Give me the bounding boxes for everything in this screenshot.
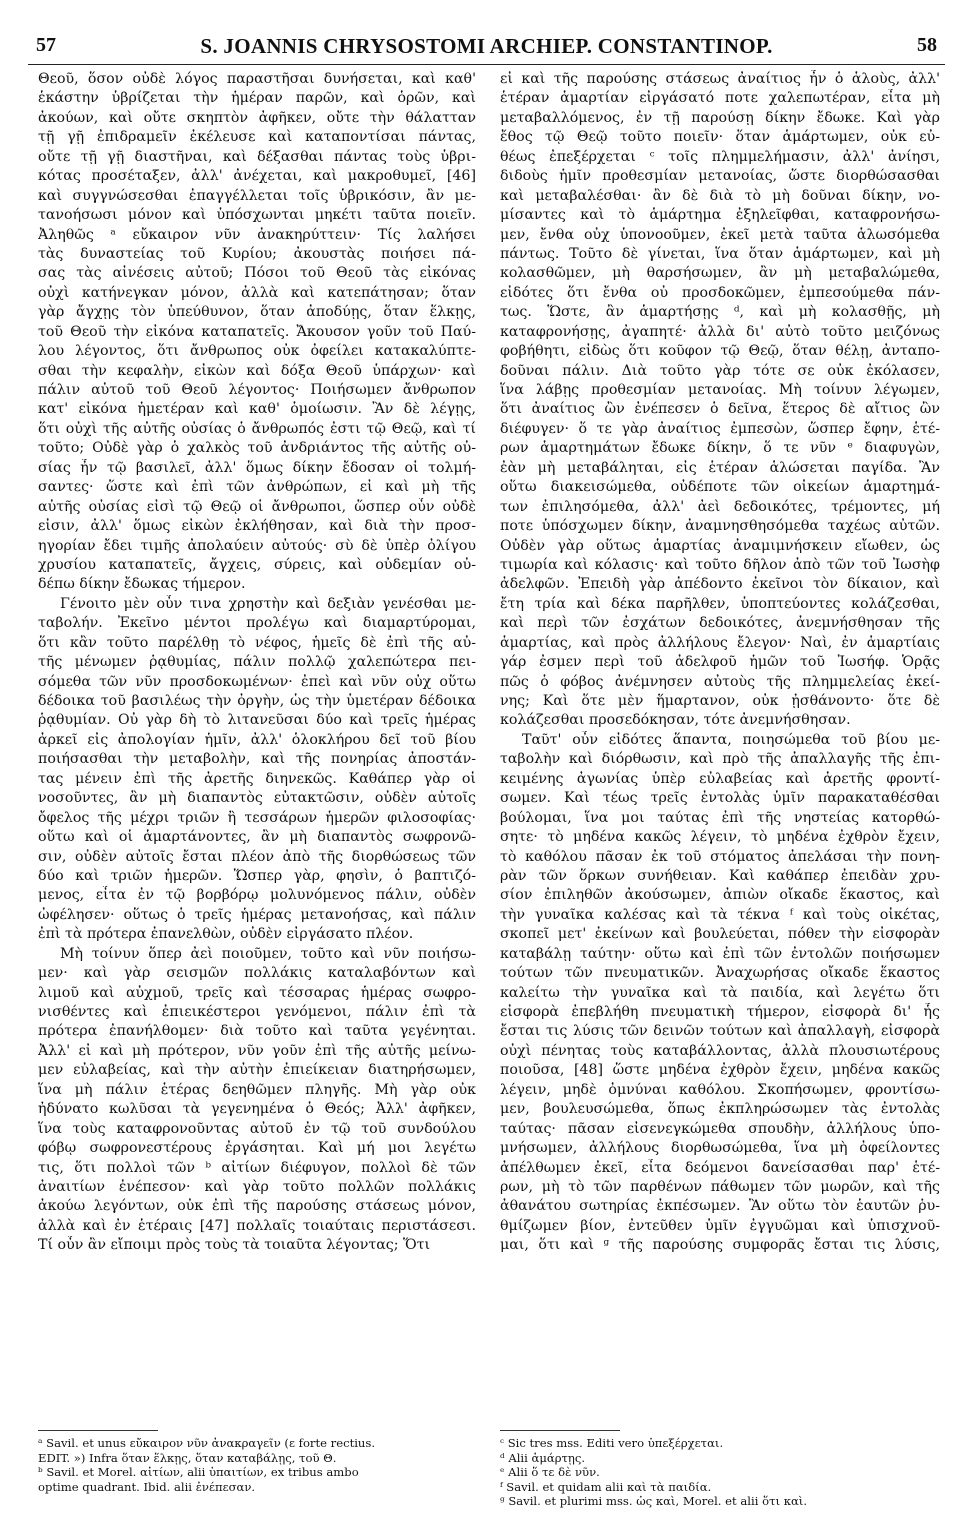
text-line: ἐπὶ τὰ πρότερα ἐπανελθὼν, οὐδὲν εἰργάσατο πλέον. (38, 926, 414, 943)
text-line: τῇ γῇ ἐπιδραμεῖν ἐκέλευσε καὶ καταποντίσαι πάντας, (38, 129, 476, 146)
text-line: Γένοιτο μὲν οὖν τινα χρηστὴν καὶ δεξιὰν γενέσθαι με- (60, 595, 476, 612)
text-line: σας τὰς αἰνέσεις αὐτοῦ; Πόσοι τοῦ Θεοῦ τὰς εἰκόνας (38, 265, 476, 282)
text-line: δέπω δίκην ἔδωκας τήμερον. (38, 576, 246, 593)
text-line: σίον ἐπιληθῶν ἀκούσωμεν, ἀπιὼν οἴκαδε ἕκαστος, καὶ (500, 887, 940, 904)
text-line: θμίζωμεν βίον, ἐντεῦθεν ὑμῖν ἐγγυῶμαι καὶ ὑπισχνοῦ- (500, 1217, 940, 1234)
text-line: μνήσωμεν, ἀλλήλους διορθωσώμεθα, ἵνα μὴ ὀφείλοντες (500, 1140, 940, 1157)
text-line: ἀδελφῶν. Ἐπειδὴ γὰρ ἀπέδοντο ἐκεῖνοι τὸν δίκαιον, καὶ (500, 576, 940, 593)
text-line: πῶς ὁ φόβος ἀνέμνησεν αὐτοὺς τῆς πλημμελείας ἐκεί- (500, 673, 940, 690)
text-line: οὕτω διακεισώμεθα, οὐδέποτε τῶν οἰκείων ἁμαρτημά- (500, 479, 940, 496)
text-line: μεν· καὶ γὰρ σεισμῶν πολλάκις καταλαβόντων καὶ (38, 965, 476, 982)
header-rule (28, 64, 945, 65)
text-line: νοσοῦντες, ἂν μὴ διαπαντὸς εὐτακτῶσιν, οὐδὲν αὐτοῖς (38, 790, 476, 807)
text-line: φοβήθητι, εἰδὼς ὅτι κοῦφον τῷ Θεῷ, ὅταν θέλῃ, ἀνταπο- (500, 343, 940, 360)
text-line: σκοπεῖ μετ' ἐκείνων καὶ βουλεύεται, πόθεν τὴν εἰσφορὰν (500, 926, 940, 943)
text-line: ἠδύνατο κωλῦσαι τὰ γεγενημένα ὁ Θεός; Ἀλλ' ἀφῆκεν, (38, 1101, 476, 1118)
text-line: νης; Καὶ ὅτε μὲν ἥμαρτανον, οὐκ ᾐσθάνοντο· ὅτε δὲ (500, 693, 940, 709)
text-line: οὔτε τῇ γῇ διαστῆναι, καὶ δέξασθαι πάντας τοὺς ὑβρι- (38, 148, 476, 165)
text-line: καταφρονήσῃς, ἀγαπητέ· ἀλλὰ δι' αὐτὸ τοῦτο μειζόνως (500, 323, 940, 340)
page-header (28, 34, 945, 60)
page-number-right: 58 (917, 34, 937, 56)
text-line: ἵνα τοὺς καταφρονοῦντας αὐτοῦ ἐν τῷ τοῦ συνδούλου (38, 1120, 476, 1137)
text-line: Μὴ τοίνυν ὅπερ ἀεὶ ποιοῦμεν, τοῦτο καὶ νῦν ποιήσω- (60, 945, 476, 962)
footnote-line: ᵃ Savil. et unus εὔκαιρον νῦν ἀνακραγεῖν (ε forte rectius. (38, 1436, 376, 1450)
left-footnote-rule (38, 1430, 158, 1431)
text-line: λου λέγοντος, ὅτι ἄνθρωπος οὐκ ὀφείλει κατακαλύπτε- (38, 343, 476, 360)
text-line: μεταβαλλόμενος, ἐν τῇ παρούσῃ δίκην ἔδωκε. Καὶ γὰρ (500, 109, 940, 126)
footnote-line: ᵉ Alii ὅ τε δὲ νῦν. (500, 1465, 600, 1480)
text-line: ἀκούων, καὶ οὔτε σκηπτὸν ἀφῆκεν, οὔτε τὴν θάλατταν (38, 109, 476, 126)
text-line: ἀλλὰ καὶ ἐν ἑτέραις [47] πολλαῖς τοιαύταις περιστάσεσι. (38, 1217, 476, 1234)
text-line: ὠφέλησεν· οὕτως ὁ τρεῖς ἡμέρας μετανοήσας, καὶ πάλιν (38, 906, 476, 923)
text-line: ἑκάστην ὑβρίζεται τὴν ἡμέραν παρῶν, καὶ ὁρῶν, καὶ (38, 90, 476, 107)
text-line: φόβῳ σωφρονεστέρους ἐργάσηται. Καὶ μή μοι λεγέτω (38, 1140, 476, 1157)
text-line: εἰδότες ὅτι ἔνθα οὐ προσδοκῶμεν, ἐμπεσούμεθα πάν- (500, 284, 940, 301)
text-line: ποτε ὑπόσχωμεν δίκην, ἀναμνησθησόμεθα ταχέως αὐτῶν. (500, 518, 940, 535)
text-line: Οὐδὲν γὰρ οὕτως ἁμαρτίας ἀναμιμνήσκειν εἴωθεν, ὡς (500, 537, 940, 554)
text-line: μεν, ἔνθα οὐχ ὑπονοοῦμεν, ἐκεῖ μετὰ ταῦτα ἁλωσόμεθα (500, 226, 940, 243)
text-line: ταβολὴν καὶ διόρθωσιν, καὶ πρὸ τῆς ἀπαλλαγῆς τῆς ἐπι- (500, 751, 940, 768)
text-line: τὸ καθόλου πᾶσαν ἐκ τοῦ στόματος ἀπελάσαι τὴν πονη- (500, 848, 940, 865)
text-line: νισθέντες καὶ ἐπιεικέστεροι γενόμενοι, πάλιν ἐπὶ τὰ (38, 1004, 476, 1020)
footnote-line: EDIT. ») Infra ὅταν ἕλκῃς, ὅταν καταβάλῃς, τοῦ Θ. (38, 1450, 337, 1465)
text-line: ἀθανάτου σωτηρίας ἐκπέσωμεν. Ἂν οὕτω τὸν ἑαυτῶν ῥυ- (500, 1198, 940, 1215)
text-line: Ἀλλ' εἰ καὶ μὴ πρότερον, νῦν γοῦν ἐπὶ τῆς αὐτῆς μείνω- (38, 1042, 476, 1059)
text-line: ὅτι ἀναίτιος ὢν ἐνέπεσεν ὁ δεῖνα, ἕτερος δὲ αἴτιος ὢν (500, 401, 940, 418)
text-line: λιμοῦ καὶ αὐχμοῦ, τρεῖς καὶ τέσσαρας ἡμέρας σωφρο- (38, 984, 476, 1001)
text-line: ἔτη τρία καὶ δέκα παρῆλθεν, ὑποπτεύοντες κολάζεσθαι, (500, 595, 940, 612)
text-line: πάντως. Τοῦτο δὲ γίνεται, ἵνα ὅταν ἁμάρτωμεν, καὶ μὴ (500, 245, 940, 262)
text-line: καλείτω τὴν γυναῖκα καὶ τὰ παιδία, καὶ λεγέτω ὅτι (500, 984, 940, 1001)
text-line: τῆς μένωμεν ῥᾳθυμίας, πάλιν πολλῷ χαλεπώτερα πει- (38, 654, 476, 671)
text-line: θέως ἐπεξέρχεται ᶜ τοῖς πλημμελήμασιν, ἀλλ' ἀνίησι, (500, 148, 940, 165)
text-line: ρων, μὴ τὸ τῶν παρθένων πάθωμεν τῶν μωρῶν, καὶ τῆς (500, 1178, 940, 1195)
text-line: κατ' εἰκόνα ἡμετέραν καὶ καθ' ὁμοίωσιν. Ἂν δὲ λέγῃς, (38, 401, 476, 418)
text-line: μίσαντες καὶ τὸ ἁμάρτημα ἐξηλεῖφθαι, καταφρονήσω- (500, 207, 940, 224)
text-line: Θεοῦ, ὅσον οὐδὲ λόγος παραστῆσαι δυνήσεται, καὶ καθ' (38, 71, 476, 87)
text-line: πρότερα ἐπανήλθομεν· διὰ τοῦτο καὶ ταῦτα γεγένηται. (38, 1023, 476, 1040)
text-line: σιν, οὐδὲν αὐτοῖς ἔσται πλέον ἀπὸ τῆς διορθώσεως τῶν (38, 848, 476, 865)
text-line: ποιήσασθαι τὴν μεταβολὴν, καὶ τῆς πονηρίας ἀποστάν- (38, 751, 476, 768)
text-line: ἀπέλθωμεν ἐκεῖ, εἶτα δεόμενοι δανείσασθαι παρ' ἑτέ- (500, 1159, 940, 1176)
text-line: εἰ καὶ τῆς παρούσης στάσεως ἀναίτιος ἦν ὁ ἁλοὺς, ἀλλ' (500, 71, 940, 87)
text-line: ὅτι οὐχὶ τῆς αὐτῆς οὐσίας ὁ ἄνθρωπός ἐστι τῷ Θεῷ, καὶ τί (38, 420, 476, 437)
page-number-left: 57 (36, 34, 56, 56)
text-line: ηγορίαν ἔδει τιμῆς ἀπολαύειν αὐτούς· σὺ δὲ ὑπὲρ ὀλίγου (38, 537, 476, 554)
text-line: ἔθος τῷ Θεῷ τοῦτο ποιεῖν· ὅταν ἁμάρτωμεν, οὐκ εὐ- (500, 129, 940, 146)
text-line: κολάζεσθαι προσεδόκησαν, τότε ἀνεμνήσθησαν. (500, 712, 851, 729)
text-line: ἵνα μὴ πάλιν ἑτέρας δεηθῶμεν πληγῆς. Μὴ γὰρ οὐκ (38, 1081, 476, 1098)
text-line: πάλιν αὐτοῦ τοῦ Θεοῦ λέγοντος· Ποιήσωμεν ἄνθρωπον (38, 382, 476, 398)
text-line: κότας προσέταξεν, ἀλλ' ἀνέχεται, καὶ μακροθυμεῖ, [46] (38, 168, 476, 185)
text-line: ἑτέραν ἁμαρτίαν εἰργάσατό ποτε χαλεπωτέραν, εἶτα μὴ (500, 90, 940, 107)
text-line: ἵνα λάβῃς προθεσμίαν μετανοίας. Μὴ τοίνυν λέγωμεν, (500, 382, 940, 398)
left-footnotes (38, 1436, 476, 1494)
text-line: κολασθῶμεν, μὴ θαρσήσωμεν, ἂν μὴ μεταβαλώμεθα, (500, 265, 940, 282)
text-line: τὴν γυναῖκα καλέσας καὶ τὰ τέκνα ᶠ καὶ τοὺς οἰκέτας, (500, 906, 940, 923)
text-line: ἁμαρτίας, καὶ πρὸς ἀλλήλους ἔλεγον· Ναὶ, ἐν ἁμαρτίαις (500, 634, 940, 651)
text-line: οὕτω καὶ οἱ ἁμαρτάνοντες, ἂν μὴ διαπαντὸς σωφρονῶ- (38, 829, 476, 846)
right-text-column (500, 70, 940, 1450)
text-line: σθαι τὴν κεφαλὴν, εἰκὼν καὶ δόξα Θεοῦ ὑπάρχων· καὶ (38, 362, 476, 379)
text-line: αὐτῆς οὐσίας εἰσὶ τῷ Θεῷ οἱ ἄνθρωποι, ὥσπερ οὖν οὐδὲ (38, 498, 476, 515)
footnote-line: optime quadrant. Ibid. alii ἐνέπεσαν. (38, 1479, 256, 1494)
text-line: ταύτας· πᾶσαν εἰσενεγκώμεθα σπουδὴν, ἀλλήλους ὑπο- (500, 1120, 940, 1137)
left-text-column (38, 70, 476, 1450)
text-line: οὐχὶ κατήνεγκαν μόνον, ἀλλὰ καὶ κατεπάτησαν; ὅταν (38, 284, 476, 301)
text-line: ρων ἁμαρτημάτων ἔδωκε δίκην, ὅ τε νῦν ᵉ διαφυγὼν, (500, 440, 940, 457)
text-line: οὐχὶ πένητας τοὺς καταβάλλοντας, ἀλλὰ πλουσιωτέρους (500, 1042, 940, 1059)
text-line: τις, ὅτι πολλοὶ τῶν ᵇ αἰτίων διέφυγον, πολλοὶ δὲ τῶν (38, 1159, 476, 1176)
text-line: ἀναιτίων ἐνέπεσον· καὶ γὰρ τοῦτο πολλῶν πολλάκις (38, 1178, 476, 1195)
text-line: λέγειν, μηδὲ ὀμνύναι καθόλου. Σκοπήσωμεν, φροντίσω- (500, 1081, 940, 1098)
text-line: διέφυγεν· ὅ τε γὰρ ἀναίτιος ἐμπεσὼν, ὥσπερ ἔφην, ἑτέ- (500, 420, 940, 437)
text-line: μαι, ὅτι καὶ ᵍ τῆς παρούσης συμφορᾶς ἔσται τις λύσις, (500, 1237, 940, 1254)
text-line: τούτων τῶν πνευματικῶν. Ἀναχωρήσας οἴκαδε ἕκαστος (500, 965, 940, 982)
text-line: καὶ περὶ τῶν ἐσχάτων δεδοικότες, ἀνεμνήσθησαν τῆς (500, 615, 940, 632)
text-line: δύο καὶ τριῶν ἡμερῶν. Ὥσπερ γὰρ, φησὶν, ὁ βαπτιζό- (38, 867, 476, 884)
text-line: τοῦτο; Οὐδὲ γὰρ ὁ χαλκὸς τοῦ ἀνδριάντος τῆς αὐτῆς οὐ- (38, 440, 476, 457)
text-line: Τί οὖν ἂν εἴποιμι πρὸς τοὺς τὰ τοιαῦτα λέγοντας; Ὅτι (38, 1237, 431, 1254)
text-line: εἰσφορὰ ἐπεβλήθη πνευματικὴ τήμερον, εἰσφορὰ δι' ἧς (500, 1004, 940, 1020)
text-line: τιμωρία καὶ κόλασις· καὶ τοῦτο δῆλον ἀπὸ τῶν τοῦ Ἰωσὴφ (500, 556, 940, 573)
text-line: ὄφελος τῆς μέχρι τριῶν ἢ τεσσάρων ἡμερῶν φιλοσοφίας· (38, 809, 476, 826)
footnote-line: ᵍ Savil. et plurimi mss. ὡς καὶ, Morel. et alii ὅτι καὶ. (500, 1494, 808, 1509)
text-line: καταβάλῃ ταύτην· οὕτω καὶ ἐπὶ τῶν ἐντολῶν ποιήσωμεν (500, 945, 940, 962)
text-line: μεν εὐλαβείας, καὶ τὴν αὐτὴν ἐπιείκειαν διατηρήσωμεν, (38, 1062, 476, 1079)
text-line: ταβολήν. Ἐκεῖνο μέντοι προλέγω καὶ διαμαρτύρομαι, (38, 615, 476, 632)
text-line: σητε· τὸ μηδένα κακῶς λέγειν, τὸ μηδένα ἐχθρὸν ἔχειν, (500, 829, 940, 846)
text-line: των ἐπιλησόμεθα, ἀλλ' ἀεὶ δεδοικότες, τρέμοντες, μή (500, 498, 940, 515)
footnote-line: ᵇ Savil. et Morel. αἰτίων, alii ὑπαιτίων, ex tribus ambo (38, 1465, 359, 1480)
text-line: ρὰν τῶν ὅρκων συνήθειαν. Καὶ καθάπερ ἐπειδὰν χρυ- (500, 867, 940, 884)
text-line: Ἀληθῶς ᵃ εὔκαιρον νῦν ἀνακηρύττειν· Τίς λαλήσει (38, 226, 476, 243)
text-line: ὅτι κἂν τοῦτο παρέλθῃ τὸ νέφος, ἡμεῖς δὲ ἐπὶ τῆς αὐ- (38, 634, 476, 651)
text-line: δοῦναι πάλιν. Διὰ τοῦτο γὰρ τότε σε οὐκ ἐκόλασεν, (500, 362, 940, 379)
text-line: ῥᾳθυμίαν. Οὐ γὰρ δὴ τὸ λιτανεῦσαι δύο καὶ τρεῖς ἡμέρας (38, 712, 476, 729)
text-line: καὶ μεταβαλέσθαι· ἂν δὲ διὰ τὸ μὴ δοῦναι δίκην, νο- (500, 187, 940, 204)
text-line: μενος, εἶτα ἐν τῷ βορβόρῳ μολυνόμενος πάλιν, οὐδὲν (38, 887, 476, 904)
text-line: ποιοῦσα, [48] ὥστε μηδένα ἐχθρὸν ἔχειν, μηδένα κακῶς (500, 1062, 940, 1079)
text-line: τὰς δυναστείας τοῦ Κυρίου; ἀκουστὰς ποιήσει πά- (38, 245, 476, 262)
text-line: γάρ ἐσμεν περὶ τοῦ ἀδελφοῦ ἡμῶν τοῦ Ἰωσήφ. Ὁρᾷς (500, 654, 940, 671)
text-line: εἰσιν, ἀλλ' ὅμως εἰκὼν ἐκλήθησαν, καὶ διὰ τὴν προσ- (38, 518, 476, 535)
text-line: δέδοικα τοῦ βασιλέως τὴν ὀργὴν, ὡς τὴν ὑμετέραν δέδοικα (38, 693, 476, 709)
text-line: σόμεθα τῶν νῦν προσδοκωμένων· ἐπεὶ καὶ νῦν οὐχ οὕτω (38, 673, 476, 690)
text-line: βούλομαι, ἵνα μοι ταύτας ἐπὶ τῆς νηστείας κατορθώ- (500, 809, 940, 826)
footnote-line: ᶠ Savil. et quidam alii καὶ τὰ παιδία. (500, 1479, 712, 1494)
text-line: Ταῦτ' οὖν εἰδότες ἅπαντα, ποιησώμεθα τοῦ βίου με- (522, 731, 940, 748)
text-line: τοῦ Θεοῦ τὴν εἰκόνα καταπατεῖς. Ἄκουσον γοῦν τοῦ Παύ- (38, 323, 476, 340)
running-title: S. JOANNIS CHRYSOSTOMI ARCHIEP. CONSTANTINOP. (200, 34, 773, 58)
text-line: διδοὺς ἡμῖν προθεσμίαν μετανοίας, ὥστε διορθώσασθαι (500, 168, 940, 185)
text-line: καὶ συγγνώσεσθαι ἐπαγγέλλεται τοῖς ὑβρικόσιν, ἂν με- (38, 187, 476, 204)
text-line: σίας ἦν τῷ βασιλεῖ, ἀλλ' ὅμως δίκην ἔδοσαν οἱ τολμή- (38, 459, 476, 476)
text-line: γὰρ ἄγχῃς τὸν ὑπεύθυνον, ὅταν ἀποδύῃς, ὅταν ἕλκῃς, (38, 304, 476, 321)
footnote-line: ᵈ Alii ἁμάρτῃς. (500, 1450, 586, 1465)
text-line: σαντες· ὥστε καὶ ἐπὶ τῶν ἀνθρώπων, εἰ καὶ μὴ τῆς (38, 479, 476, 496)
right-footnote-rule (500, 1430, 620, 1431)
text-line: ἔσται τις λύσις τῶν δεινῶν τούτων καὶ ἀπαλλαγὴ, εἰσφορὰ (500, 1023, 940, 1040)
text-line: χρυσίου καταπατεῖς, ἄγχεις, σύρεις, καὶ οὐδεμίαν οὐ- (38, 556, 476, 573)
text-line: ἀκούω λεγόντων, οὐκ ἐπὶ τῆς παρούσης στάσεως μόνον, (38, 1198, 476, 1215)
text-line: τως. Ὥστε, ἂν ἁμαρτήσῃς ᵈ, καὶ μὴ κολασθῇς, μὴ (500, 304, 940, 321)
text-line: τας μένειν ἐπὶ τῆς ἀρετῆς διηνεκῶς. Καθάπερ γὰρ οἱ (38, 770, 476, 787)
text-line: ἐὰν μὴ μεταβάληται, εἰς ἑτέραν ἁλώσεται παγίδα. Ἂν (500, 459, 940, 476)
text-line: ἀρκεῖ εἰς ἀπολογίαν ἡμῖν, ἀλλ' ὁλοκλήρου δεῖ τοῦ βίου (38, 731, 476, 748)
right-footnotes (500, 1436, 940, 1509)
text-line: σωμεν. Καὶ τέως τρεῖς ἐντολὰς ὑμῖν παρακαταθέσθαι (500, 790, 940, 807)
text-line: μεν, βουλευσώμεθα, ὅπως ἐκπληρώσωμεν τὰς ἐντολὰς (500, 1101, 940, 1118)
footnote-line: ᶜ Sic tres mss. Editi vero ὑπεξέρχεται. (500, 1436, 724, 1450)
text-line: τανοήσωσι μόνον καὶ ὑπόσχωνται μηκέτι ταῦτα ποιεῖν. (38, 207, 476, 224)
text-line: κειμένης ἀγωνίας ὑπὲρ εὐλαβείας καὶ ἀρετῆς φροντί- (500, 770, 940, 787)
